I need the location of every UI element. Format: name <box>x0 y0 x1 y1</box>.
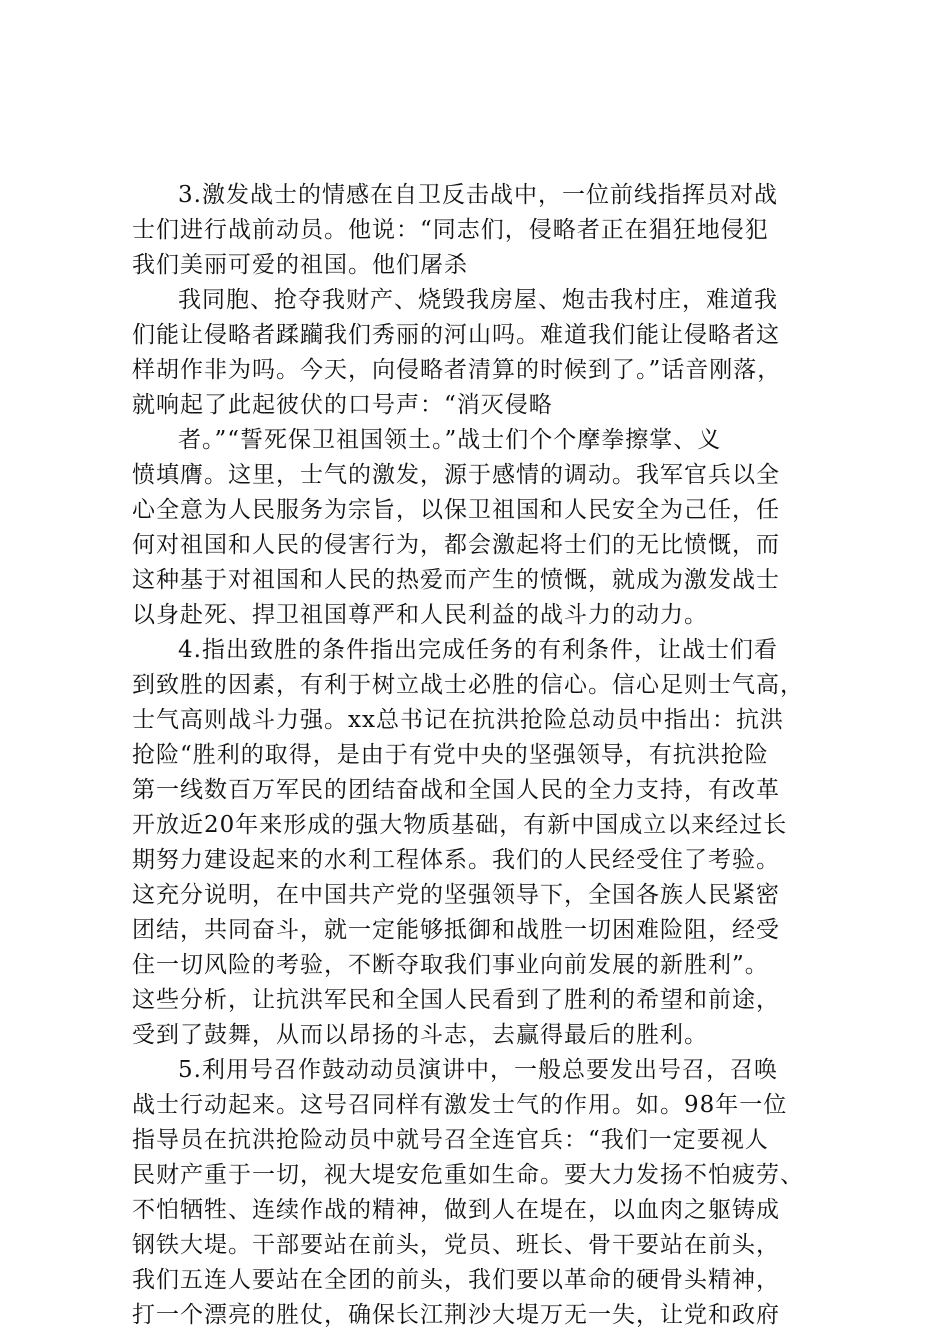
body-text-line: 就响起了此起彼伏的口号声：“消灭侵略 <box>132 392 553 418</box>
body-text-line: 期努力建设起来的水利工程体系。我们的人民经受住了考验。 <box>132 847 780 873</box>
paragraph-4-heading-line: 4.指出致胜的条件指出完成任务的有利条件，让战士们看 <box>178 637 778 663</box>
body-text-line: 受到了鼓舞，从而以昂扬的斗志，去赢得最后的胜利。 <box>132 1022 708 1048</box>
body-text-line: 我同胞、抢夺我财产、烧毁我房屋、炮击我村庄，难道我 <box>178 287 778 313</box>
body-text-line: 这些分析，让抗洪军民和全国人民看到了胜利的希望和前途， <box>132 987 780 1013</box>
body-text-line: 我们五连人要站在全团的前头，我们要以革命的硬骨头精神， <box>132 1267 780 1293</box>
body-text-line: 民财产重于一切，视大堤安危重如生命。要大力发扬不怕疲劳、 <box>132 1162 804 1188</box>
body-text-line: 团结，共同奋斗，就一定能够抵御和战胜一切困难险阻，经受 <box>132 917 780 943</box>
body-text-line: 钢铁大堤。干部要站在前头，党员、班长、骨干要站在前头， <box>132 1232 780 1258</box>
body-text-line: 们能让侵略者蹂躏我们秀丽的河山吗。难道我们能让侵略者这 <box>132 322 780 348</box>
body-text-line: 愤填膺。这里，士气的激发，源于感情的调动。我军官兵以全 <box>132 462 780 488</box>
paragraph-3-heading-line: 3.激发战士的情感在自卫反击战中，一位前线指挥员对战 <box>178 182 778 208</box>
body-text-line: 住一切风险的考验，不断夺取我们事业向前发展的新胜利”。 <box>132 952 769 978</box>
body-text-line: 心全意为人民服务为宗旨，以保卫祖国和人民安全为己任，任 <box>132 497 780 523</box>
body-text-line: 开放近20年来形成的强大物质基础，有新中国成立以来经过长 <box>132 812 788 838</box>
paragraph-5-heading-line: 5.利用号召作鼓动动员演讲中，一般总要发出号召，召唤 <box>178 1057 778 1083</box>
body-text-line: 指导员在抗洪抢险动员中就号召全连官兵：“我们一定要视人 <box>132 1127 769 1153</box>
body-text-line: 这种基于对祖国和人民的热爱而产生的愤慨，就成为激发战士 <box>132 567 780 593</box>
body-text-line: 打一个漂亮的胜仗，确保长江荆沙大堤万无一失，让党和政府 <box>132 1302 780 1328</box>
body-text-line: 抢险“胜利的取得，是由于有党中央的坚强领导，有抗洪抢险 <box>132 742 769 768</box>
body-text-line: 战士行动起来。这号召同样有激发士气的作用。如。98年一位 <box>132 1092 788 1118</box>
body-text-line: 以身赴死、捍卫祖国尊严和人民利益的战斗力的动力。 <box>132 602 708 628</box>
body-text-line: 样胡作非为吗。今天，向侵略者清算的时候到了。”话音刚落， <box>132 357 782 383</box>
body-text-line: 到致胜的因素，有利于树立战士必胜的信心。信心足则士气高， <box>132 672 804 698</box>
body-text-line: 士们进行战前动员。他说：“同志们，侵略者正在猖狂地侵犯 <box>132 217 769 243</box>
body-text-line: 士气高则战斗力强。xx总书记在抗洪抢险总动员中指出：抗洪 <box>132 707 784 733</box>
body-text-line: 何对祖国和人民的侵害行为，都会激起将士们的无比愤慨，而 <box>132 532 780 558</box>
body-text-line: 这充分说明，在中国共产党的坚强领导下，全国各族人民紧密 <box>132 882 780 908</box>
body-text-line: 者。”“誓死保卫祖国领土。”战士们个个摩拳擦掌、义 <box>178 427 722 453</box>
body-text-line: 第一线数百万军民的团结奋战和全国人民的全力支持，有改革 <box>132 777 780 803</box>
body-text-line: 我们美丽可爱的祖国。他们屠杀 <box>132 252 468 278</box>
body-text-line: 不怕牺牲、连续作战的精神，做到人在堤在，以血肉之躯铸成 <box>132 1197 780 1223</box>
